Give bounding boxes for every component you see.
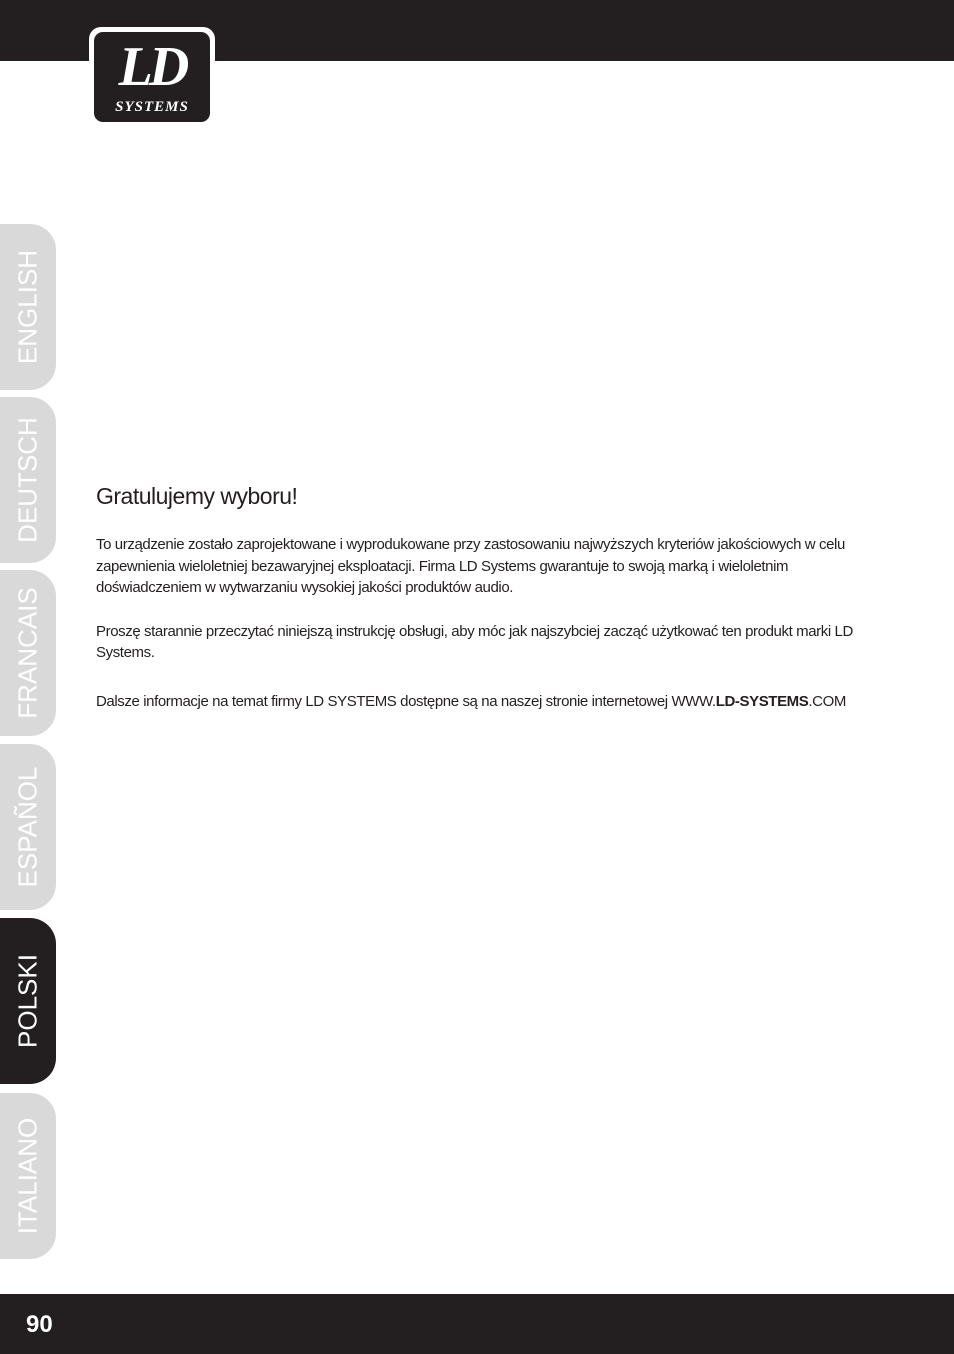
tab-label: ESPAÑOL	[12, 766, 43, 888]
tab-label: FRANCAIS	[12, 587, 43, 719]
website-paragraph	[96, 691, 866, 713]
logo-badge	[94, 32, 210, 122]
tab-label: ITALIANO	[12, 1117, 43, 1235]
logo-mark: LD	[118, 36, 186, 98]
website-brand: LD-SYSTEMS	[715, 692, 809, 710]
tab-polski[interactable]	[0, 918, 56, 1084]
website-text: Dalsze informacje na temat firmy LD SYSTEMS dostępne są na naszej stronie internetowej WWW.	[96, 692, 716, 710]
ld-systems-logo	[89, 27, 215, 127]
tab-english[interactable]	[0, 224, 56, 390]
tab-label: DEUTSCH	[12, 417, 43, 543]
main-content	[96, 480, 866, 712]
instructions-paragraph: Proszę starannie przeczytać niniejszą instrukcję obsługi, aby móc jak najszybciej zacząć użytkować ten produkt marki LD Systems.	[96, 622, 853, 661]
tab-label: POLSKI	[12, 954, 43, 1048]
bottom-bar	[0, 1294, 954, 1354]
tab-italiano[interactable]	[0, 1093, 56, 1259]
logo-subtitle: SYSTEMS	[115, 99, 189, 115]
intro-paragraph: To urządzenie zostało zaprojektowane i wyprodukowane przy zastosowaniu najwyższych kryteriów jakościowych w celu zapewnienia wieloletniej bezawaryjnej eksploatacji. Firma LD Systems gwarantuje to swoją marką i wieloletnim doświadczeniem w wytwarzaniu wysokiej jakości produktów audio.	[96, 536, 845, 596]
website-suffix: .COM	[808, 692, 846, 710]
tab-francais[interactable]	[0, 570, 56, 736]
page-number: 90	[26, 1311, 53, 1338]
tab-espanol[interactable]	[0, 744, 56, 910]
tab-label: ENGLISH	[12, 249, 43, 365]
tab-deutsch[interactable]	[0, 397, 56, 563]
page-title: Gratulujemy wyboru!	[96, 483, 298, 509]
